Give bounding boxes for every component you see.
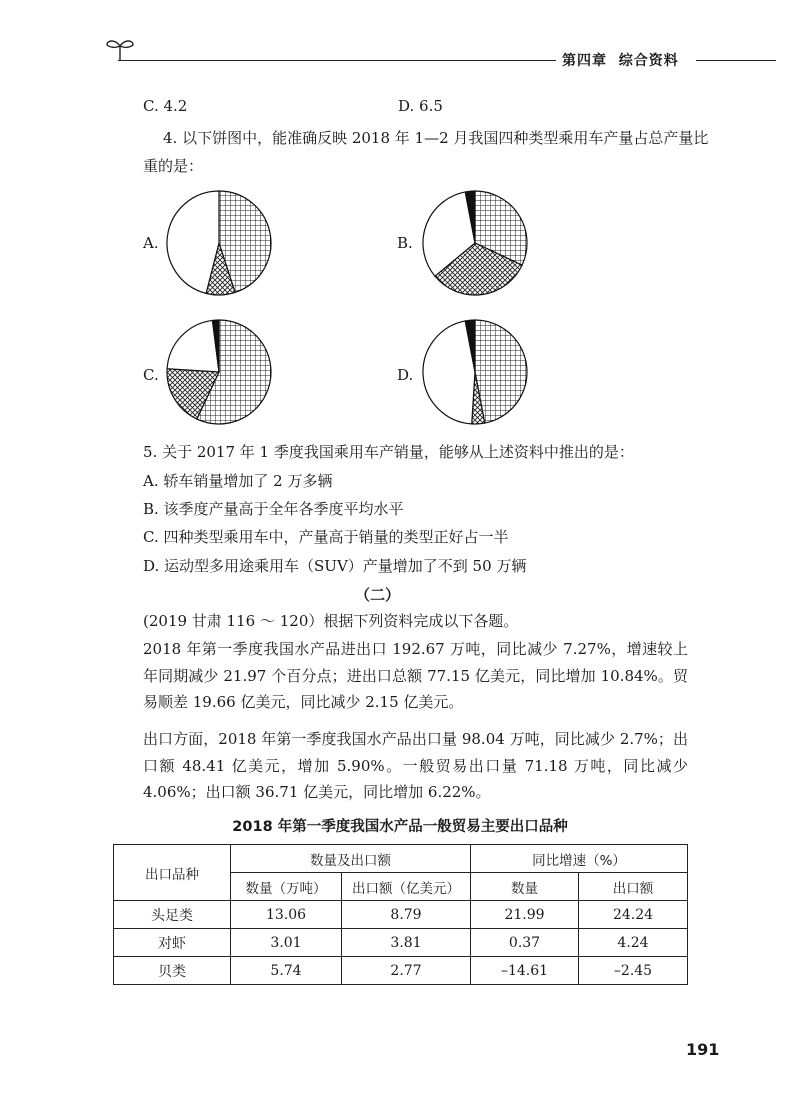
q5-option-b: B. 该季度产量高于全年各季度平均水平 xyxy=(143,500,404,518)
cell-qty: 3.01 xyxy=(231,929,342,957)
col-header-qty: 数量（万吨） xyxy=(231,873,342,901)
chapter-title: 综合资料 xyxy=(618,53,679,69)
table-row xyxy=(114,957,688,985)
pie-label-d: D. xyxy=(397,366,414,384)
col-group-growth: 同比增速（%） xyxy=(471,845,688,873)
col-header-item: 出口品种 xyxy=(114,845,231,901)
q5-option-c: C. 四种类型乘用车中，产量高于销量的类型正好占一半 xyxy=(143,528,509,546)
paragraph-2: 出口方面，2018 年第一季度我国水产品出口量 98.04 万吨，同比减少 2.7%；出口额 48.41 亿美元，增加 5.90%。一般贸易出口量 71.18 万吨，同比减少 4.06%；出口额 36.71 亿美元，同比增加 6.22%。 xyxy=(143,730,688,801)
pie-label-b: B. xyxy=(397,234,413,252)
pie-b xyxy=(423,191,527,295)
prev-option-d: D. 6.5 xyxy=(398,97,443,115)
section-mark: （二） xyxy=(355,586,401,604)
chapter-label: 第四章 xyxy=(562,53,607,69)
table-row xyxy=(114,901,688,929)
q5-option-d: D. 运动型多用途乘用车（SUV）产量增加了不到 50 万辆 xyxy=(143,557,527,575)
cell-qty-growth: 21.99 xyxy=(471,901,579,929)
cell-amount: 2.77 xyxy=(342,957,471,985)
pie-slice-white xyxy=(167,320,219,372)
pie-a xyxy=(167,191,271,295)
page-number: 191 xyxy=(686,1040,720,1059)
table-title: 2018 年第一季度我国水产品一般贸易主要出口品种 xyxy=(232,819,568,835)
q4-stem-line1: 4. 以下饼图中，能准确反映 2018 年 1—2 月我国四种类型乘用车产量占总产量比 xyxy=(163,129,709,147)
col-group-quantity-amount: 数量及出口额 xyxy=(231,845,471,873)
cell-amount: 8.79 xyxy=(342,901,471,929)
section-intro: (2019 甘肃 116 ～ 120）根据下列资料完成以下各题。 xyxy=(143,612,519,630)
cell-amount-growth: 4.24 xyxy=(579,929,688,957)
pie-d xyxy=(423,320,527,424)
pie-label-c: C. xyxy=(143,366,159,384)
col-header-amount-growth: 出口额 xyxy=(579,873,688,901)
cell-qty: 13.06 xyxy=(231,901,342,929)
cell-amount-growth: 24.24 xyxy=(579,901,688,929)
pie-slice-white xyxy=(423,321,475,424)
col-header-amount: 出口额（亿美元） xyxy=(342,873,471,901)
pie-slice-grid xyxy=(475,320,527,423)
cell-name: 头足类 xyxy=(114,901,231,929)
export-table xyxy=(113,844,688,985)
cell-qty-growth: –14.61 xyxy=(471,957,579,985)
cell-qty-growth: 0.37 xyxy=(471,929,579,957)
cell-name: 贝类 xyxy=(114,957,231,985)
pie-label-a: A. xyxy=(143,234,159,252)
col-header-qty-growth: 数量 xyxy=(471,873,579,901)
q5-option-a: A. 轿车销量增加了 2 万多辆 xyxy=(143,472,333,490)
cell-amount-growth: –2.45 xyxy=(579,957,688,985)
q4-stem-line2: 重的是： xyxy=(143,157,204,175)
paragraph-1: 2018 年第一季度我国水产品进出口 192.67 万吨，同比减少 7.27%，增速较上年同期减少 21.97 个百分点；进出口总额 77.15 亿美元，同比增加 10.84%。贸易顺差 19.66 亿美元，同比减少 2.15 亿美元。 xyxy=(143,640,688,711)
q5-stem: 5. 关于 2017 年 1 季度我国乘用车产销量，能够从上述资料中推出的是： xyxy=(143,443,634,461)
pie-charts xyxy=(0,0,800,440)
cell-amount: 3.81 xyxy=(342,929,471,957)
pie-c xyxy=(167,320,271,424)
cell-qty: 5.74 xyxy=(231,957,342,985)
table-row xyxy=(114,929,688,957)
prev-option-c: C. 4.2 xyxy=(143,97,188,115)
cell-name: 对虾 xyxy=(114,929,231,957)
